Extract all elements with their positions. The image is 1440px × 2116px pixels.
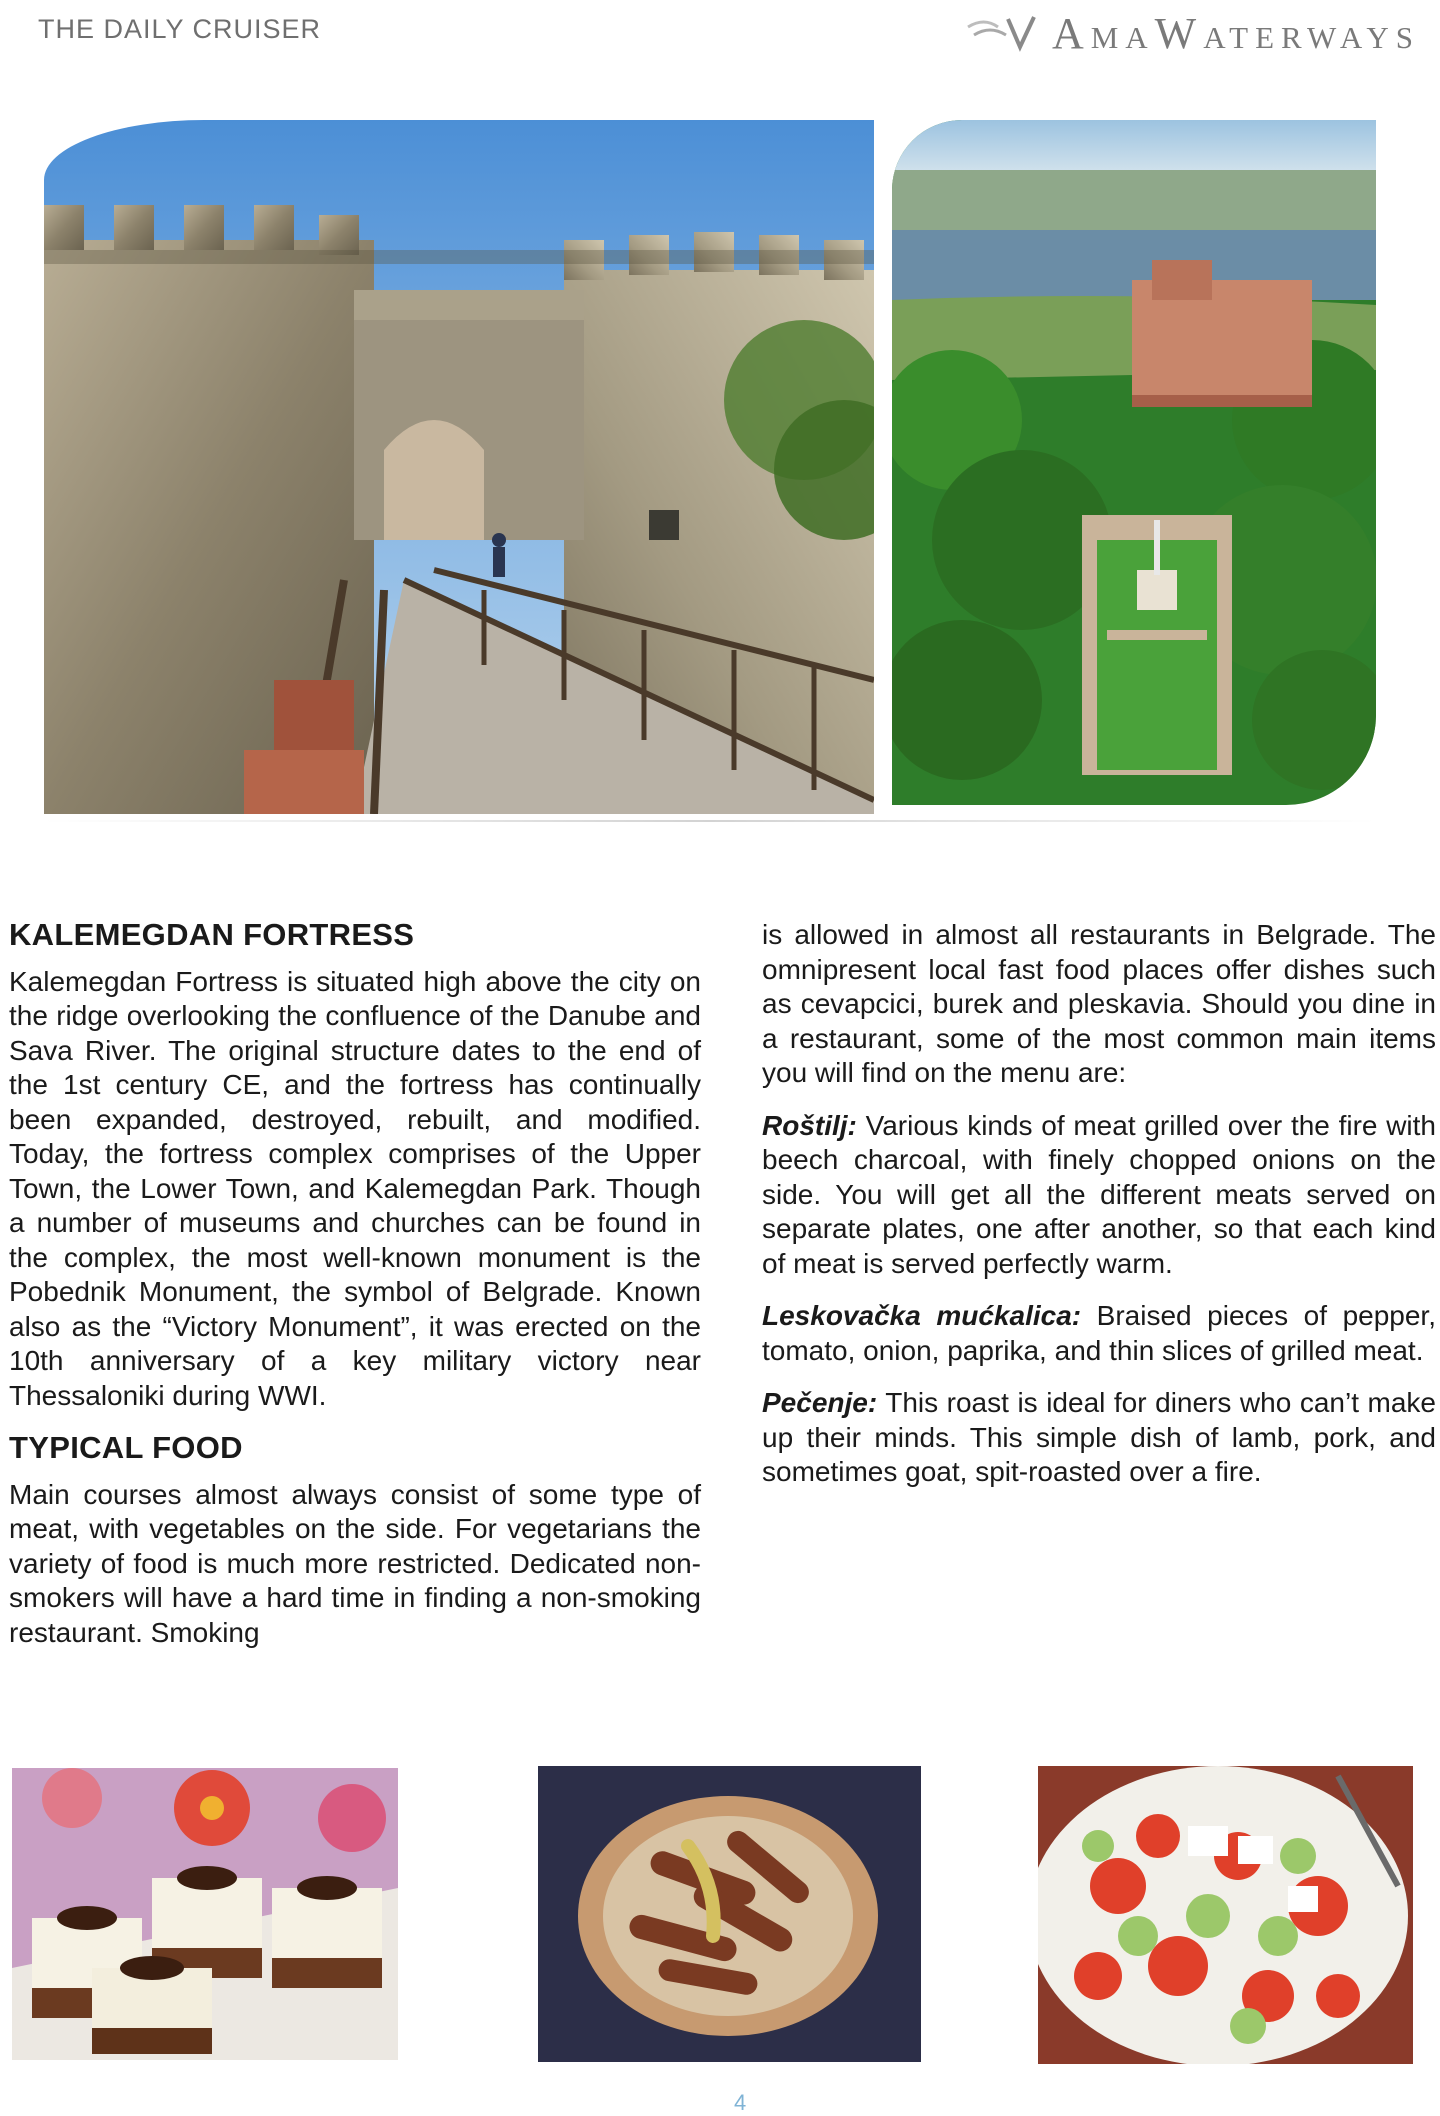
page-number: 4 bbox=[734, 2090, 747, 2115]
dessert-photo bbox=[12, 1768, 398, 2060]
wave-logo-icon bbox=[964, 13, 1042, 55]
left-column bbox=[9, 918, 701, 1650]
dish-name: Pečenje: bbox=[762, 1387, 878, 1418]
dish-muckalica bbox=[762, 1299, 1436, 1368]
dish-name: Roštilj: bbox=[762, 1109, 857, 1141]
publication-title: THE DAILY CRUISER bbox=[38, 14, 322, 44]
food-heading: TYPICAL FOOD bbox=[9, 1430, 243, 1465]
divider-line bbox=[44, 820, 1376, 822]
brand-logo bbox=[964, 8, 1420, 59]
dish-description: This roast is ideal for diners who can’t make up their minds. This simple dish of lamb, pork, and sometimes goat, spit-roasted over a fire. bbox=[762, 1387, 1436, 1487]
brand-name: AmaWaterways bbox=[1051, 9, 1420, 58]
dish-rostilj bbox=[762, 1109, 1436, 1282]
fortress-heading: KALEMEGDAN FORTRESS bbox=[9, 917, 415, 952]
dish-pecenje bbox=[762, 1386, 1436, 1490]
fortress-gate-photo bbox=[44, 120, 874, 814]
right-column bbox=[762, 918, 1436, 1490]
dish-description: Various kinds of meat grilled over the fire with beech charcoal, with finely chopped onions on the side. You will get all the different meats served on separate plates, one after another, so that each kind of meat is served perfectly warm. bbox=[762, 1109, 1436, 1279]
dish-name: Leskovačka mućkalica: bbox=[762, 1300, 1082, 1331]
food-body-end: is allowed in almost all restaurants in Belgrade. The omnipresent local fast food places offer dishes such as cevapcici, burek and pleskavia. Should you dine in a restaurant, some of the most common main items you will find on the menu are: bbox=[762, 919, 1436, 1088]
fortress-park-aerial-photo bbox=[892, 120, 1376, 805]
cevapcici-plate-photo bbox=[538, 1766, 921, 2062]
salad-photo bbox=[1038, 1766, 1413, 2064]
food-body-start: Main courses almost always consist of some type of meat, with vegetables on the side. For vegetarians the variety of food is much more restricted. Dedicated non-smokers will have a hard time in finding a non-smoking restaurant. Smoking bbox=[9, 1478, 701, 1648]
fortress-body: Kalemegdan Fortress is situated high above the city on the ridge overlooking the confluence of the Danube and Sava River. The original structure dates to the end of the 1st century CE, and the fortress has continually been expanded, destroyed, rebuilt, and modified. Today, the fortress complex comprises of the Upper Town, the Lower Town, and Kalemegdan Park. Though a number of museums and churches can be found in the complex, the most well-known monument is the Pobednik Monument, the symbol of Belgrade. Known also as the “Victory Monument”, it was erected on the 10th anniversary of a key military victory near Thessaloniki during WWI. bbox=[9, 965, 701, 1411]
dish-description: Braised pieces of pepper, tomato, onion, paprika, and thin slices of grilled meat. bbox=[762, 1300, 1436, 1366]
